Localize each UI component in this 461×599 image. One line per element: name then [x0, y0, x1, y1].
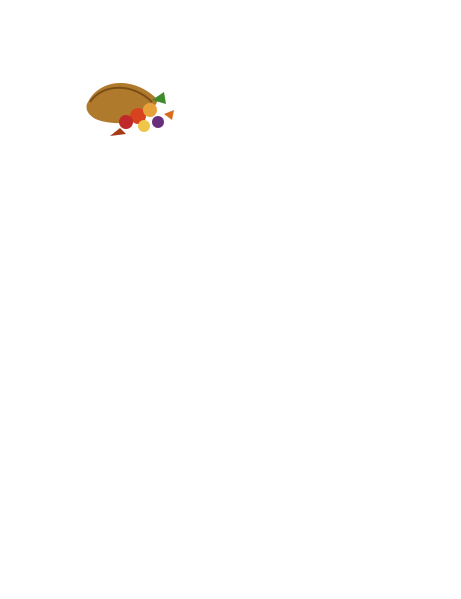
- newsletter-page: [28, 28, 433, 571]
- cornucopia-icon: [80, 58, 180, 140]
- cornucopia-logo: [80, 58, 180, 140]
